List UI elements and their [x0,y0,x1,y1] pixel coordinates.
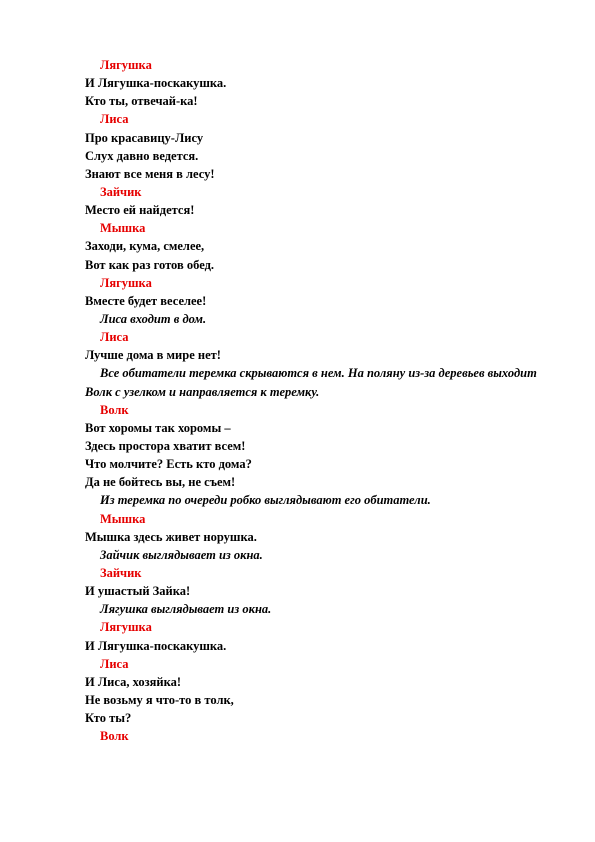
stage-direction: Все обитатели теремка скрываются в нем. На поляну из-за деревьев выходит Волк с узелком и направляется к теремку. [85,366,537,399]
verse-line: Не возьму я что-то в толк, [85,692,234,707]
speaker-name: Лиса [100,330,129,345]
speaker-name: Лиса [100,656,129,671]
speaker-name: Лиса [100,112,129,127]
verse-line: И Лягушка-поскакушка. [85,76,227,91]
verse-line: Знают все меня в лесу! [85,166,215,181]
verse-line: Лучше дома в мире нет! [85,348,221,363]
speaker-name: Мышка [100,221,146,236]
verse-line: Место ей найдется! [85,203,195,218]
verse-line: Кто ты, отвечай-ка! [85,94,198,109]
verse-line: Кто ты? [85,711,132,726]
verse-line: И Лягушка-поскакушка. [85,638,227,653]
stage-direction: Лиса входит в дом. [100,311,207,326]
speaker-name: Лягушка [100,58,152,72]
verse-line: Вот хоромы так хоромы – [85,420,231,435]
speaker-name: Лягушка [100,620,152,635]
verse-line: Что молчите? Есть кто дома? [85,457,252,472]
speaker-name: Волк [100,729,129,744]
verse-line: Здесь простора хватит всем! [85,438,246,453]
speaker-name: Мышка [100,511,146,526]
verse-line: Слух давно ведется. [85,148,199,163]
speaker-name: Зайчик [100,184,142,199]
speaker-name: Волк [100,402,129,417]
stage-direction: Зайчик выглядывает из окна. [100,547,263,562]
play-text [85,56,545,745]
verse-line: Заходи, кума, смелее, [85,239,205,254]
speaker-name: Зайчик [100,565,142,580]
verse-line: Да не бойтесь вы, не съем! [85,475,236,490]
stage-direction: Из теремка по очереди робко выглядывают его обитатели. [100,493,431,508]
verse-line: И Лиса, хозяйка! [85,674,182,689]
speaker-name: Лягушка [100,275,152,290]
verse-line: Мышка здесь живет норушка. [85,529,257,544]
verse-line: Про красавицу-Лису [85,130,204,145]
verse-line: Вот как раз готов обед. [85,257,215,272]
stage-direction: Лягушка выглядывает из окна. [100,602,272,617]
verse-line: Вместе будет веселее! [85,293,207,308]
verse-line: И ушастый Зайка! [85,584,191,599]
